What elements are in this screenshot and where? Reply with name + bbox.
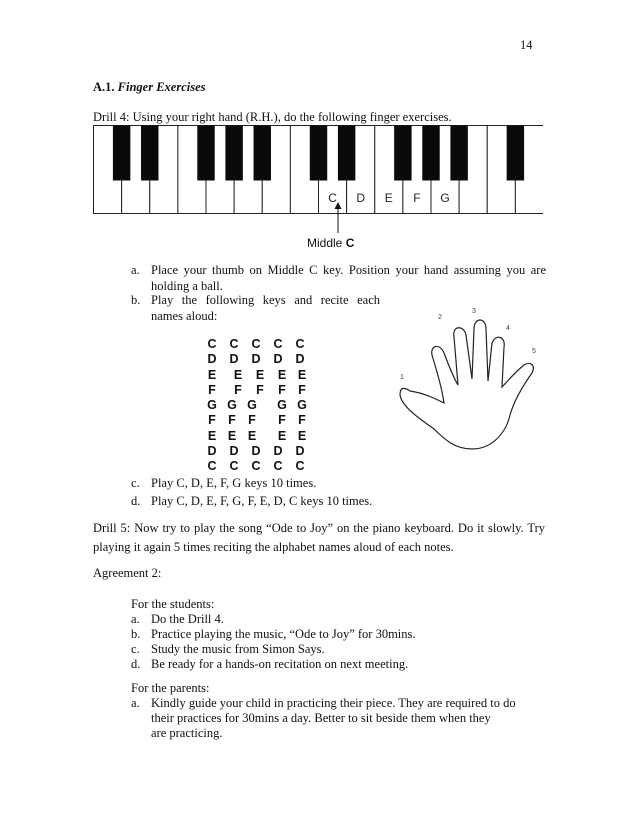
note-letter: D — [207, 444, 217, 459]
item-line: Play C, D, E, F, G, F, E, D, C keys 10 times. — [151, 494, 373, 508]
students-list — [131, 612, 416, 672]
note-grid-row — [205, 383, 315, 398]
note-letter: F — [208, 382, 216, 397]
item-letter: b. — [131, 627, 141, 641]
note-letter: C — [229, 337, 239, 351]
note-letter: G — [247, 398, 257, 413]
drill5-line: playing it again 5 times reciting the alphabet names aloud of each notes. — [93, 540, 454, 554]
note-letter: C — [207, 337, 217, 351]
students-list-item — [131, 642, 325, 657]
hand-illustration — [390, 303, 550, 463]
note-grid-row — [205, 352, 315, 367]
parents-item-a — [131, 696, 551, 746]
piano-black-key — [422, 126, 439, 181]
note-letter: F — [234, 382, 242, 397]
note-letter: E — [277, 367, 287, 382]
section-title: Finger Exercises — [117, 80, 206, 94]
item-letter: d. — [131, 657, 141, 671]
note-grid — [205, 337, 315, 475]
note-letter: E — [207, 428, 217, 443]
note-letter: D — [273, 444, 283, 459]
item-text: Be ready for a hands-on recitation on next meeting. — [151, 657, 409, 671]
item-letter: a. — [131, 263, 140, 277]
piano-keyboard-illustration — [93, 125, 543, 235]
piano-key-label: C — [328, 191, 337, 205]
note-letter: E — [227, 428, 237, 443]
note-letter: C — [207, 459, 217, 474]
note-letter: C — [273, 459, 283, 474]
drill5-line: Drill 5: Now try to play the song “Ode to Joy” on the piano keyboard. Do it slowly. Try — [93, 521, 545, 535]
item-line: Play the following keys and recite each — [151, 293, 380, 307]
piano-key-label: F — [413, 191, 421, 205]
note-grid-row — [205, 429, 315, 444]
note-grid-row — [205, 459, 315, 474]
note-letter: E — [247, 428, 257, 443]
piano-black-key — [450, 126, 467, 181]
note-letter: G — [227, 398, 237, 413]
piano-black-key — [113, 126, 130, 181]
piano-key-label: E — [384, 191, 393, 205]
note-letter: D — [295, 444, 305, 459]
piano-black-key — [338, 126, 355, 181]
note-letter: D — [295, 352, 305, 367]
item-letter: c. — [131, 642, 140, 656]
piano-black-key — [197, 126, 214, 181]
item-line: Kindly guide your child in practicing their piece. They are required to do — [151, 696, 516, 710]
agreement-title: Agreement 2: — [93, 566, 162, 580]
note-letter: F — [298, 382, 306, 397]
note-letter: E — [297, 367, 307, 382]
piano-black-key — [141, 126, 158, 181]
item-letter: a. — [131, 612, 140, 626]
item-text: Study the music from Simon Says. — [151, 642, 325, 656]
note-letter: C — [251, 459, 261, 474]
drill5-paragraph — [93, 519, 545, 557]
note-letter: E — [207, 367, 217, 382]
section-number: A.1. — [93, 80, 115, 94]
note-letter: F — [256, 382, 264, 397]
note-letter: C — [295, 337, 305, 351]
middle-label-text: Middle — [307, 236, 346, 250]
item-letter: d. — [131, 494, 141, 508]
note-letter: D — [229, 352, 239, 367]
parents-section — [131, 681, 551, 746]
item-line: are practicing. — [151, 726, 223, 740]
item-text: Practice playing the music, “Ode to Joy” for 30mins. — [151, 627, 416, 641]
note-letter: G — [277, 398, 287, 413]
note-letter: F — [208, 413, 216, 428]
note-letter: E — [233, 367, 243, 382]
item-letter: a. — [131, 696, 140, 710]
item-text: Do the Drill 4. — [151, 612, 224, 626]
note-grid-row — [205, 337, 315, 352]
note-letter: E — [255, 367, 265, 382]
note-letter: F — [248, 413, 256, 428]
note-letter: E — [297, 428, 307, 443]
piano-black-key — [254, 126, 271, 181]
finger-number-3: 3 — [472, 308, 476, 315]
item-line: names aloud: — [151, 308, 218, 323]
item-line: Place your thumb on Middle C key. Position your hand assuming you are — [151, 263, 546, 277]
drill4-instruction: Drill 4: Using your right hand (R.H.), do the following finger exercises. — [93, 110, 452, 124]
note-grid-row — [205, 444, 315, 459]
piano-black-key — [225, 126, 242, 181]
note-letter: C — [229, 459, 239, 474]
item-line: Play C, D, E, F, G keys 10 times. — [151, 476, 317, 490]
finger-number-2: 2 — [438, 314, 442, 321]
note-letter: D — [251, 352, 261, 367]
note-letter: F — [298, 413, 306, 428]
note-letter: F — [228, 413, 236, 428]
note-letter: F — [278, 382, 286, 397]
students-list-item — [131, 627, 416, 642]
note-letter: D — [273, 352, 283, 367]
note-letter: D — [207, 352, 217, 367]
page-number: 14 — [520, 38, 533, 52]
note-grid-row — [205, 413, 315, 428]
piano-key-label: D — [356, 191, 366, 205]
piano-key-label: G — [440, 191, 450, 205]
note-grid-row — [205, 398, 315, 413]
parents-heading: For the parents: — [131, 681, 210, 695]
finger-number-4: 4 — [506, 325, 510, 332]
note-letter: C — [273, 337, 283, 351]
finger-number-5: 5 — [532, 348, 536, 355]
note-letter: E — [277, 428, 287, 443]
students-section — [131, 597, 416, 672]
hand-outline — [400, 320, 533, 449]
item-line: their practices for 30mins a day. Better to sit beside them when they — [151, 711, 491, 725]
note-letter: F — [278, 413, 286, 428]
item-letter: b. — [131, 293, 141, 307]
finger-number-1: 1 — [400, 374, 404, 381]
note-letter: D — [229, 444, 239, 459]
note-grid-row — [205, 368, 315, 383]
piano-black-key — [507, 126, 524, 181]
piano-black-key — [394, 126, 411, 181]
note-letter: D — [251, 444, 261, 459]
students-list-item — [131, 612, 224, 627]
note-letter: G — [207, 398, 217, 413]
section-heading — [93, 80, 206, 95]
middle-c-label — [307, 236, 354, 250]
item-letter: c. — [131, 476, 140, 490]
note-letter: C — [251, 337, 261, 351]
item-line: holding a ball. — [151, 278, 223, 293]
note-letter: C — [295, 459, 305, 474]
piano-black-key — [310, 126, 327, 181]
students-heading: For the students: — [131, 597, 215, 611]
students-list-item — [131, 657, 409, 672]
middle-label-note: C — [345, 236, 355, 250]
note-letter: G — [297, 398, 307, 413]
